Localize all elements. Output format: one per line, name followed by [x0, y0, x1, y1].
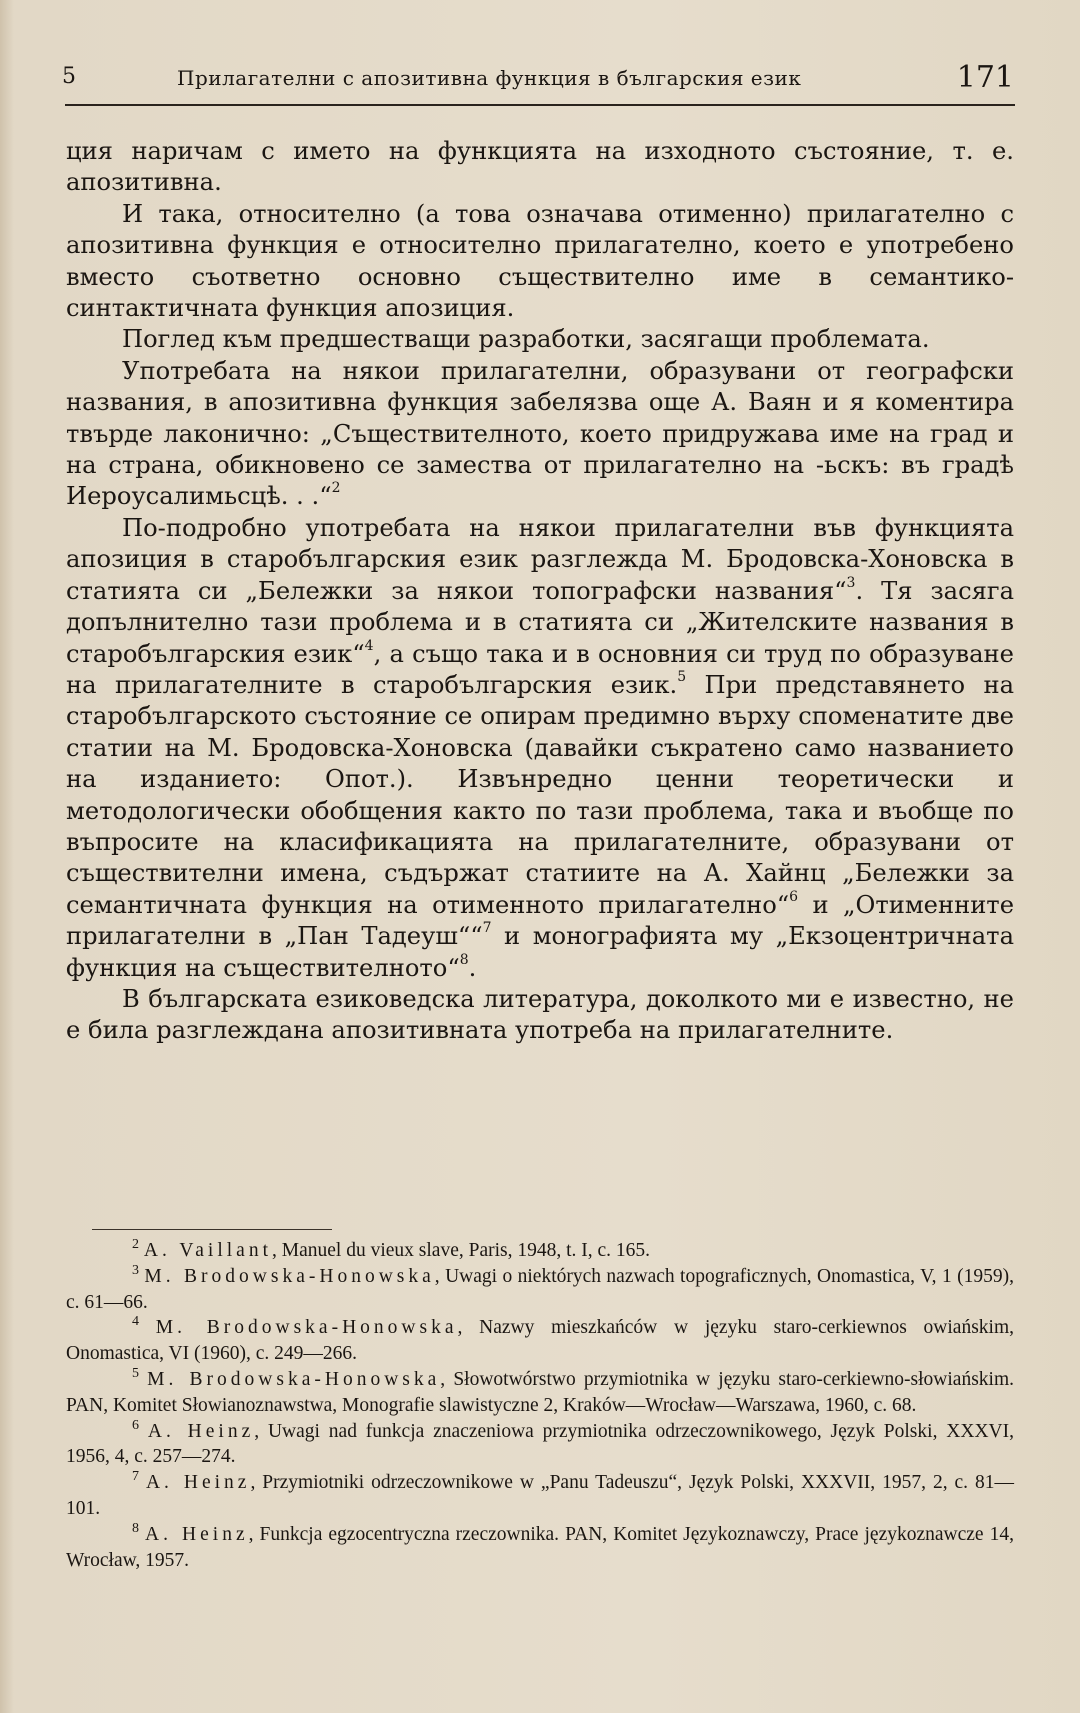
- paragraph-text: ция наричам с името на функцията на изходното състояние, т. е. апозитивна.: [66, 137, 1014, 197]
- footnote-author: M. Brodowska-Honowska: [147, 1368, 441, 1390]
- chapter-number: 5: [62, 64, 76, 89]
- footnote-ref[interactable]: 2: [331, 480, 341, 497]
- footnote-ref[interactable]: 4: [364, 637, 374, 654]
- heading-text: Поглед към предшестващи разработки, засягащи проблемата.: [122, 325, 930, 354]
- footnotes: [66, 1238, 1014, 1573]
- footnote-number: 3: [132, 1262, 139, 1278]
- page-number: 171: [956, 60, 1014, 95]
- footnote-author: A. Heinz: [145, 1523, 249, 1545]
- paragraph: [66, 513, 1014, 984]
- footnote: [66, 1419, 1014, 1471]
- paragraph-text: Употребата на някои прилагателни, образувани от географски названия, в апозитивна функция забелязва още А. Ваян и я коментира твърде лаконично: „Съществителното, което придружава име на град и на страна, обикновено се замества от прилагателно на -ьскъ: въ градѣ Иероусалимьсцѣ. . .“: [66, 356, 1014, 511]
- paragraph: [66, 356, 1014, 513]
- footnote-text: , Nazwy mieszkańców w języku staro-cerkiewnos owiańskim, Onomastica, VI (1960), c. 249—266.: [66, 1317, 1015, 1365]
- footnote: [66, 1315, 1014, 1367]
- running-title: Прилагателни с апозитивна функция в българския език: [177, 66, 802, 90]
- paragraph: [66, 984, 1014, 1047]
- header-rule: [65, 104, 1015, 106]
- footnote: [66, 1470, 1014, 1522]
- running-header: [62, 60, 1014, 100]
- paragraph-text: .: [468, 953, 477, 982]
- footnote-number: 4: [132, 1314, 139, 1330]
- footnote: [66, 1238, 1014, 1264]
- footnote-ref[interactable]: 6: [789, 888, 799, 905]
- footnote-author: M. Brodowska-Honowska: [155, 1317, 458, 1339]
- paragraph-text: По-подробно употребата на някои прилагателни във функцията апозиция в старобългарския език разглежда М. Бродовска-Хоновска в статията си „Бележки за някои топографски названия“: [66, 513, 1014, 605]
- footnote-text: , Funkcja egzocentryczna rzeczownika. PAN, Komitet Językoznawczy, Prace językoznawcze 14, Wrocław, 1957.: [66, 1523, 1014, 1571]
- paragraph-text: и монографията му „Екзоцентричната функция на съществителното“: [66, 922, 1014, 982]
- footnote-author: A. Heinz: [147, 1420, 255, 1442]
- paragraph-text: . Тя засяга допълнително тази проблема и в статията си „Жителските названия в старобългарския език“: [66, 576, 1014, 668]
- footnote-ref[interactable]: 3: [846, 574, 856, 591]
- paragraph-text: и „Отименните прилагателни в „Пан Тадеуш““: [66, 890, 1015, 951]
- footnote-text: , Słowotwórstwo przymiotnika w języku staro-cerkiewno-słowiańskim. PAN, Komitet Słowianoznawstwa, Monografie slawistyczne 2, Kraków—Wrocław—Warszawa, 1960, c. 68.: [66, 1368, 1014, 1416]
- paragraph: [66, 136, 1014, 199]
- footnote-author: A. Heinz: [145, 1472, 251, 1494]
- footnote-number: 8: [132, 1520, 139, 1536]
- section-heading: [66, 324, 1014, 355]
- footnote-author: A. Vaillant: [143, 1240, 273, 1261]
- footnote-text: , Przymiotniki odrzeczownikowe w „Panu Tadeuszu“, Język Polski, XXXVII, 1957, 2, c. 81—101.: [66, 1472, 1015, 1519]
- footnote: [66, 1264, 1014, 1316]
- footnote: [66, 1367, 1014, 1419]
- paragraph-text: В българската езиковедска литература, доколкото ми е известно, не е била разглеждана апозитивната употреба на прилагателните.: [66, 984, 1014, 1045]
- footnote-number: 6: [132, 1417, 139, 1433]
- paragraph-text: И така, относително (а това означава отименно) прилагателно с апозитивна функция е относително прилагателно, което е употребено вместо съответно основно съществително име в семантико-синтактичната функция апозиция.: [66, 199, 1014, 323]
- footnote-rule: [92, 1229, 332, 1230]
- footnote-author: M. Brodowska-Honowska: [144, 1265, 435, 1287]
- footnote-ref[interactable]: 5: [677, 668, 687, 685]
- footnote-text: , Manuel du vieux slave, Paris, 1948, t. I, c. 165.: [272, 1240, 651, 1261]
- footnote-number: 2: [132, 1237, 139, 1252]
- footnote-text: , Uwagi o niektórych nazwach topograficznych, Onomastica, V, 1 (1959), c. 61—66.: [66, 1265, 1014, 1313]
- footnote-ref[interactable]: 7: [482, 920, 492, 937]
- footnote-number: 7: [132, 1469, 139, 1485]
- footnote-text: , Uwagi nad funkcja znaczeniowa przymiotnika odrzeczownikowego, Język Polski, XXXVI, 1956, 4, c. 257—274.: [66, 1420, 1014, 1468]
- footnote-ref[interactable]: 8: [459, 951, 469, 968]
- paragraph-text: , а също така и в основния си труд по образуване на прилагателните в старобългарския език.: [66, 639, 1014, 699]
- main-text: [66, 136, 1014, 1047]
- paragraph: [66, 199, 1014, 325]
- footnote-number: 5: [132, 1365, 139, 1381]
- paragraph-text: При представянето на старобългарското състояние се опирам предимно върху споменатите две статии на М. Бродовска-Хоновска (давайки съкратено само названието на изданието: Опот.). Извънредно ценни теоретически и методологически обобщения както по тази проблема, така и въобще по въпросите на класификацията на прилагателните, образувани от съществителни имена, съдържат статиите на А. Хайнц „Бележки за семантичната функция на отименното прилагателно“: [66, 670, 1015, 919]
- footnote: [66, 1522, 1014, 1574]
